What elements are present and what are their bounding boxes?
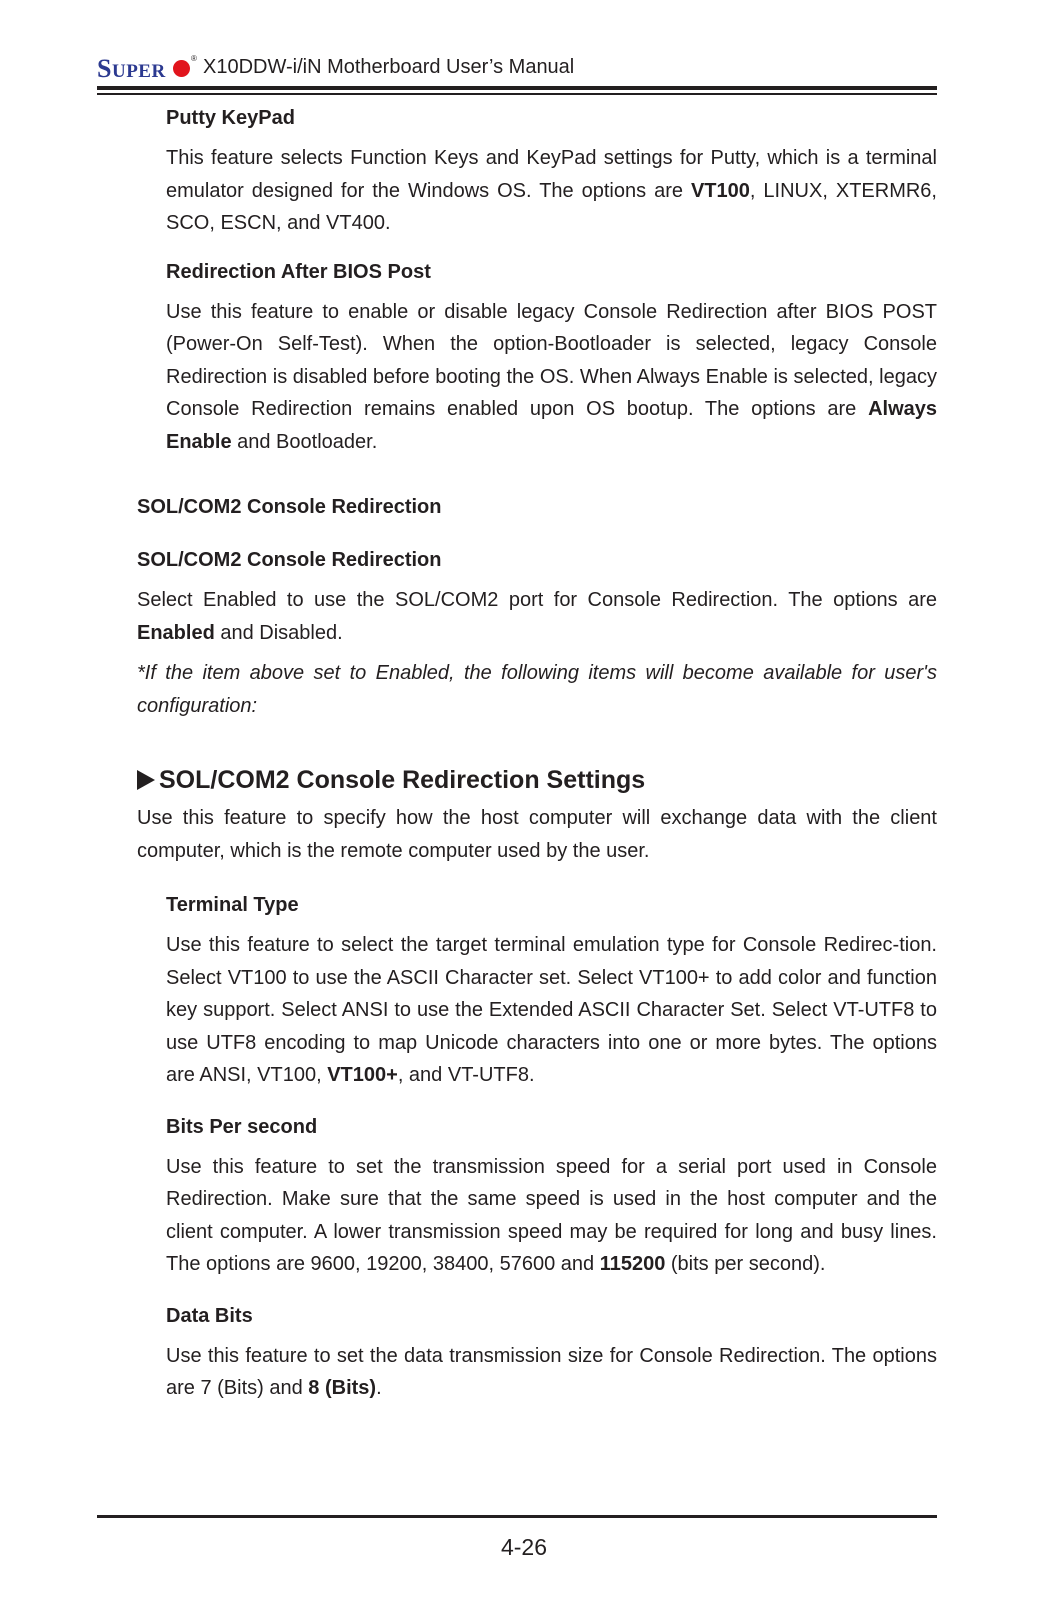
- header-rule-thick: [97, 86, 937, 90]
- section-data-bits: [166, 1304, 937, 1405]
- paragraph-sol-com2: Select Enabled to use the SOL/COM2 port for Console Redirection. The options are Enabled and Disabled.: [137, 589, 937, 644]
- registered-mark: ®: [191, 54, 197, 63]
- heading-terminal-type: Terminal Type: [166, 894, 299, 916]
- heading-putty-keypad: Putty KeyPad: [166, 107, 295, 129]
- triangle-right-icon: [137, 770, 155, 790]
- section-redirection-after-bios: [166, 260, 937, 459]
- logo-red-dot: [173, 60, 190, 77]
- section-bits-per-second: [166, 1115, 937, 1281]
- page-number: 4-26: [500, 1534, 548, 1560]
- footer-rule: [97, 1515, 937, 1518]
- heading-sol-com2-item: SOL/COM2 Console Redirection: [137, 549, 442, 571]
- heading-bits-per-second: Bits Per second: [166, 1115, 318, 1138]
- section-terminal-type: [166, 893, 937, 1092]
- section-putty-keypad: [166, 106, 937, 240]
- heading-sol-com2-group: SOL/COM2 Console Redirection: [137, 496, 442, 518]
- page-content: [137, 106, 937, 1405]
- heading-sol-com2-settings: SOL/COM2 Console Redirection Settings: [137, 764, 937, 796]
- paragraph-putty-keypad: This feature selects Function Keys and KeyPad settings for Putty, which is a terminal emulator designed for the Windows OS. The options are VT100, LINUX, XTERMR6, SCO, ESCN, and VT400.: [166, 147, 937, 234]
- paragraph-data-bits: Use this feature to set the data transmission size for Console Redirection. The options are 7 (Bits) and 8 (Bits).: [166, 1344, 937, 1399]
- paragraph-bits-per-second: Use this feature to set the transmission speed for a serial port used in Console Redirection. Make sure that the same speed is used in the host computer and the client computer. A lower transmission speed may be required for long and busy lines. The options are 9600, 19200, 38400, 57600 and 115200 (bits per second).: [166, 1155, 937, 1275]
- heading-redirection-after-bios: Redirection After BIOS Post: [166, 260, 431, 283]
- supermicro-logo: SUPER: [97, 54, 166, 83]
- heading-data-bits: Data Bits: [166, 1304, 253, 1327]
- header-rule-thin: [97, 93, 937, 95]
- paragraph-terminal-type: Use this feature to select the target terminal emulation type for Console Redirec-tion. Select VT100 to use the ASCII Character set. Select VT100+ to add color and function key support. Select ANSI to use the Extended ASCII Character Set. Select VT-UTF8 to use UTF8 encoding to map Unicode characters into one or more bytes. The options are ANSI, VT100, VT100+, and VT-UTF8.: [166, 934, 937, 1086]
- manual-title: X10DDW-i/iN Motherboard User’s Manual: [203, 56, 575, 78]
- note-sol-com2: *If the item above set to Enabled, the following items will become available for user's configuration:: [137, 662, 937, 717]
- paragraph-sol-com2-settings: Use this feature to specify how the host computer will exchange data with the client computer, which is the remote computer used by the user.: [137, 807, 937, 862]
- paragraph-redirection-after-bios: Use this feature to enable or disable legacy Console Redirection after BIOS POST (Power-On Self-Test). When the option-Bootloader is selected, legacy Console Redirection is disabled before booting the OS. When Always Enable is selected, legacy Console Redirection remains enabled upon OS bootup. The options are Always Enable and Bootloader.: [166, 300, 937, 453]
